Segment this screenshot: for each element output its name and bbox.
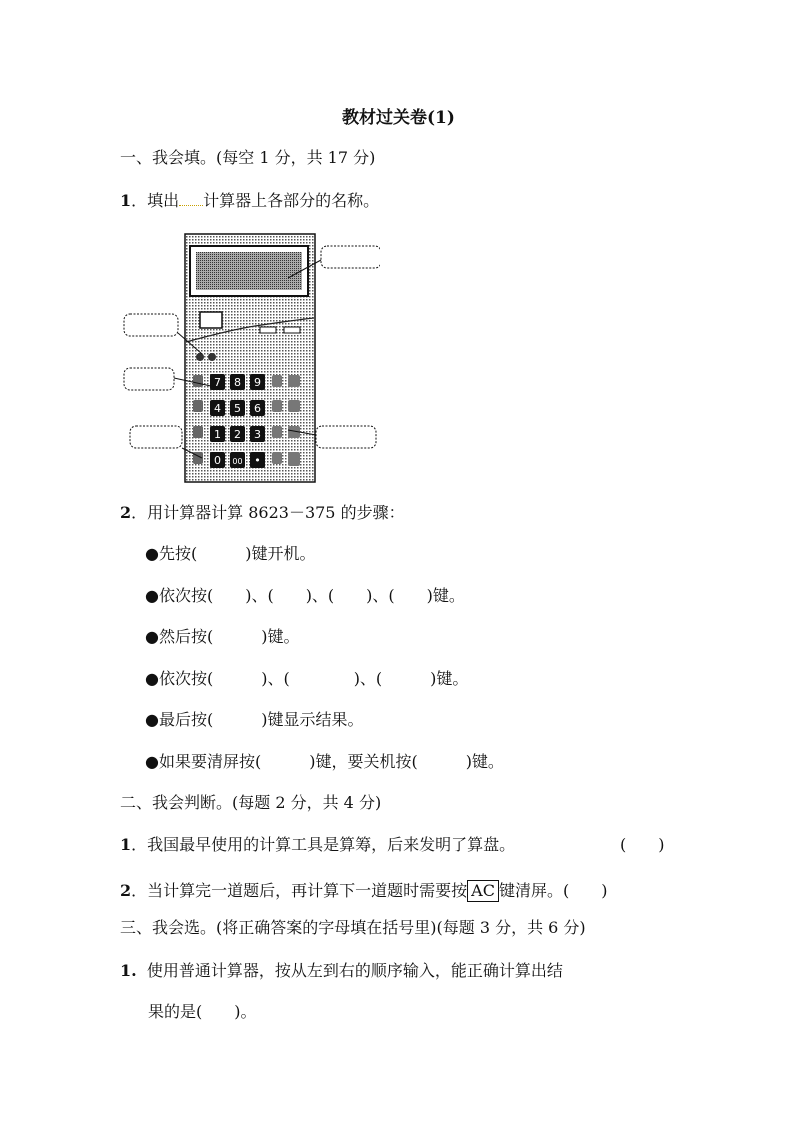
solar-panel bbox=[200, 312, 222, 328]
question-3-1 bbox=[120, 960, 563, 982]
question-2-1 bbox=[120, 834, 515, 856]
memory-button bbox=[260, 327, 276, 333]
step-4: ●依次按( )、( )、( )键。 bbox=[145, 669, 469, 688]
number-key-label: 8 bbox=[234, 376, 241, 389]
question-2-2 bbox=[120, 880, 607, 902]
label-box-solar bbox=[124, 314, 178, 336]
question-number: 1. bbox=[120, 961, 137, 980]
question-number: 1 bbox=[120, 191, 132, 210]
question-text: ．我国最早使用的计算工具是算筹，后来发明了算盘。 bbox=[131, 835, 516, 854]
label-box-function-keys bbox=[130, 426, 182, 448]
number-key-label: 5 bbox=[234, 402, 241, 415]
calculator-display bbox=[196, 252, 302, 290]
step-3: ●然后按( )键。 bbox=[145, 627, 300, 646]
number-key-label: 9 bbox=[254, 376, 261, 389]
question-3-1-cont: 果的是( )。 bbox=[148, 1002, 257, 1021]
section2-heading: 二、我会判断。(每题 2 分，共 4 分) bbox=[120, 793, 382, 812]
question-number: 2 bbox=[120, 503, 132, 522]
label-box-display bbox=[321, 246, 380, 268]
number-key-label: 1 bbox=[214, 428, 221, 441]
label-box-number-keys bbox=[124, 368, 174, 390]
number-key-label: 7 bbox=[214, 376, 221, 389]
question-text: ．当计算完一道题后，再计算下一道题时需要按 bbox=[131, 881, 468, 900]
answer-paren: ( ) bbox=[620, 835, 665, 854]
calculator-illustration bbox=[120, 230, 380, 485]
number-key-label: • bbox=[254, 454, 261, 467]
question-text: ．填出 bbox=[131, 191, 180, 210]
step-6: ●如果要清屏按( )键，要关机按( )键。 bbox=[145, 752, 504, 771]
number-key-label: 6 bbox=[254, 402, 261, 415]
memory-button bbox=[284, 327, 300, 333]
step-1: ●先按( )键开机。 bbox=[145, 544, 316, 563]
question-text-2: 键清屏。( ) bbox=[498, 881, 608, 900]
number-key-label: 4 bbox=[214, 402, 221, 415]
number-key-label: 2 bbox=[234, 428, 241, 441]
number-key-label: 00 bbox=[232, 457, 243, 466]
question-text: ．用计算器计算 8623－375 的步骤： bbox=[131, 503, 405, 522]
section1-heading: 一、我会填。(每空 1 分，共 17 分) bbox=[120, 148, 376, 167]
question-text-2: 计算器上各部分的名称。 bbox=[203, 191, 380, 210]
question-1-1 bbox=[120, 190, 379, 212]
number-key-label: 3 bbox=[254, 428, 261, 441]
page-title: 教材过关卷(1) bbox=[342, 108, 455, 128]
step-5: ●最后按( )键显示结果。 bbox=[145, 710, 364, 729]
question-1-2 bbox=[120, 502, 405, 524]
question-text: 使用普通计算器，按从左到右的顺序输入，能正确计算出结 bbox=[146, 961, 563, 980]
number-key-label: 0 bbox=[214, 454, 221, 467]
ac-key: AC bbox=[467, 880, 499, 902]
label-box-operation-keys bbox=[316, 426, 376, 448]
question-number: 2 bbox=[120, 881, 132, 900]
step-2: ●依次按( )、( )、( )、( )键。 bbox=[145, 586, 465, 605]
section3-heading: 三、我会选。(将正确答案的字母填在括号里)(每题 3 分，共 6 分) bbox=[120, 918, 586, 937]
question-number: 1 bbox=[120, 835, 132, 854]
